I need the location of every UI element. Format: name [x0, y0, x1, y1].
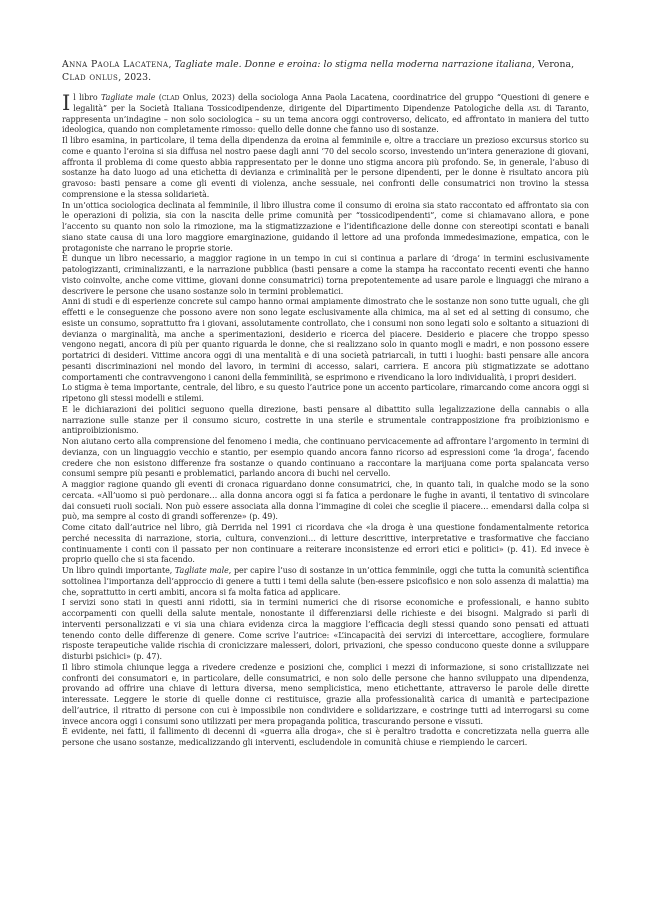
drop-cap: I [62, 91, 71, 115]
review-paragraph: A maggior ragione quando gli eventi di cronaca riguardano donne consumatrici, che, in quanto tali, in qualche modo se la sono cercata. «All’uomo si può perdonare… alla donna ancora oggi si fa fatica a perdonare le fughe in avanti, il tentativo di svincolare dai consueti ruoli sociali. Non può essere associata alla donna l’immagine di colei che sceglie il piacere… emendarsi dalla colpa si può, ma sempre al costo di grandi sofferenze» (p. 49). [62, 480, 589, 522]
review-paragraph: È evidente, nei fatti, il fallimento di decenni di «guerra alla droga», che si è peraltro tradotta e concretizzata nella guerra alle persone che usano sostanze, medicalizzando gli interventi, escludendole in comunità chiuse e riempiendo le carceri. [62, 727, 589, 747]
book-reference: Anna Paola Lacatena, Tagliate male. Donne e eroina: lo stigma nella moderna narrazione italiana, Verona, Clad onlus, 2023. [62, 59, 575, 83]
review-paragraph: Il libro stimola chiunque legga a rivedere credenze e posizioni che, complici i mezzi di informazione, si sono cristallizzate nei confronti dei consumatori e, in particolare, delle consumatrici, e non solo delle persone che hanno sviluppato una dipendenza, provando ad offrire una chiave di lettura diversa, meno semplicistica, meno etichettante, attraverso le parole delle dirette interessate. Leggere le storie di quelle donne ci restituisce, grazie alla professionalità carica di umanità e partecipazione dell’autrice, il ritratto di persone con cui è impossibile non condividere e solidarizzare, e costringe tutti ad interrogarsi su come invece ancora oggi i consumi sono utilizzati per mera propaganda politica, trascurando persone e vissuti. [62, 662, 589, 726]
review-paragraph: Anni di studi e di esperienze concrete sul campo hanno ormai ampiamente dimostrato che le sostanze non sono tutte uguali, che gli effetti e le conseguenze che possono avere non sono legate esclusivamente alla chimica, ma al set ed al setting di consumo, che esiste un consumo, soprattutto fra i giovani, assolutamente controllato, che i consumi non sono legati solo e soltanto a situazioni di devianza o marginalità, ma anche a sperimentazioni, desiderio e ricerca del piacere. Desiderio e piacere che troppo spesso vengono negati, ancora di più per quanto riguarda le donne, che si realizzano solo in quanto mogli e madri, e non possono essere portatrici di desideri. Vittime ancora oggi di una mentalità e di una società patriarcali, in tutti i luoghi: basti pensare alle ancora pesanti discriminazioni nel mondo del lavoro, in termini di accesso, salari, carriera. E ancora più stigmatizzate se adottano comportamenti che contravvengono i canoni della femminilità, se esprimono e rivendicano la loro individualità, i propri desideri. [62, 297, 589, 382]
review-paragraph: Il libro esamina, in particolare, il tema della dipendenza da eroina al femminile e, oltre a tracciare un prezioso excursus storico su come e quanto l’eroina si sia diffusa nel nostro paese dagli anni ’70 del secolo scorso, investendo un’intera generazione di giovani, affronta il problema di come questo abbia rappresentato per le donne uno stigma ancora più profondo. Se, in generale, l’abuso di sostanze ha dato luogo ad una etichetta di devianza e criminalità per le persone dipendenti, per le donne è risultato ancora più gravoso: basti pensare a come gli eventi di violenza, anche sessuale, nei confronti delle consumatrici non trovino la stessa comprensione e la stessa solidarietà. [62, 136, 589, 199]
book-author: Anna Paola Lacatena [62, 59, 169, 70]
review-paragraph: Il libro Tagliate male (clad Onlus, 2023) della sociologa Anna Paola Lacatena, coordinatrice del gruppo “Questioni di genere e legalità” per la Società Italiana Tossicodipendenze, dirigente del Dipartimento Dipendenze Patologiche della asl di Taranto, rappresenta un’indagine – non solo sociologica – su un tema ancora oggi controverso, delicato, ed affrontato in maniera del tutto ideologica, quando non completamente rimosso: quello delle donne che fanno uso di sostanze. [62, 91, 590, 135]
book-publisher: Clad onlus [62, 72, 119, 83]
review-paragraph: E le dichiarazioni dei politici seguono quella direzione, basti pensare al dibattito sulla legalizzazione della cannabis o alla narrazione sulle stanze per il consumo sicuro, costrette in una sterile e strumentale contrapposizione fra proibizionismo e antiproibizionismo. [62, 404, 589, 436]
review-paragraph: Un libro quindi importante, Tagliate male, per capire l’uso di sostanze in un’ottica femminile, oggi che tutta la comunità scientifica sottolinea l’importanza dell’approccio di genere a tutti i temi della salute (ben-essere psicofisico e non solo assenza di malattia) ma che, soprattutto in certi ambiti, ancora si fa molta fatica ad applicare. [62, 566, 589, 597]
book-review-page [62, 58, 589, 749]
review-body [62, 93, 589, 749]
review-paragraph: In un’ottica sociologica declinata al femminile, il libro illustra come il consumo di eroina sia stato raccontato ed affrontato sia con le operazioni di polizia, sia con la nascita delle prime comunità per “tossicodipendenti”, come si chiamavano allora, e pone l’accento su quanto non solo la rimozione, ma la stigmatizzazione e l’identificazione delle donne con stereotipi scontati e banali siano state causa di una loro maggiore emarginazione, guidando il lettore ad una profonda immedesimazione, empatica, con le protagoniste che narrano le proprie storie. [62, 200, 589, 253]
review-paragraph: Come citato dall’autrice nel libro, già Derrida nel 1991 ci ricordava che «la droga è una questione fondamentalmente retorica perché necessita di narrazione, storia, cultura, convenzioni… di letture descrittive, interpretative e trasformative che facciano continuamente i conti con il passato per non continuare a reiterare inconsistenze ed errori etici e politici» (p. 41). Ed invece è proprio quello che si sta facendo. [62, 523, 589, 565]
review-paragraph: I servizi sono stati in questi anni ridotti, sia in termini numerici che di risorse economiche e professionali, e hanno subito accorpamenti con quelli della salute mentale, nonostante il differenziarsi delle richieste e dei bisogni. Malgrado si parli di interventi personalizzati e vi sia una chiara evidenza circa la maggiore l’efficacia degli stessi quando sono pensati ed attuati tenendo conto delle differenze di genere. Come scrive l’autrice: «L’incapacità dei servizi di intercettare, accogliere, formulare risposte terapeutiche valide rischia di cronicizzare malesseri, dolori, privazioni, che spesso conducono queste donne a sviluppare disturbi psichici» (p. 47). [62, 598, 589, 661]
review-paragraph: Lo stigma è tema importante, centrale, del libro, e su questo l’autrice pone un accento particolare, rimarcando come ancora oggi si ripetono gli stessi modelli e stilemi. [62, 383, 589, 403]
review-paragraph: Non aiutano certo alla comprensione del fenomeno i media, che continuano pervicacemente ad affrontare l’argomento in termini di devianza, con un linguaggio vecchio e stantio, per esempio quando ancora fanno ricorso ad espressioni come ‘la droga’, facendo credere che non esistono differenze fra sostanze o quando continuano a raccontare la marijuana come porta spalancata verso consumi sempre più pesanti e problematici, parlando ancora di buchi nel cervello. [62, 437, 589, 479]
review-paragraph: È dunque un libro necessario, a maggior ragione in un tempo in cui si continua a parlare di ‘droga’ in termini esclusivamente patologizzanti, criminalizzanti, e la narrazione pubblica (basti pensare a come la stampa ha raccontato recenti eventi che hanno visto coinvolte, anche come vittime, giovani donne consumatrici) torna prepotentemente ad usare parole e linguaggi che mirano a descrivere le persone che usano sostanze solo in termini problematici. [62, 254, 589, 296]
book-year: , 2023. [118, 72, 152, 83]
book-title: Tagliate male. Donne e eroina: lo stigma nella moderna narrazione italiana [174, 59, 532, 70]
